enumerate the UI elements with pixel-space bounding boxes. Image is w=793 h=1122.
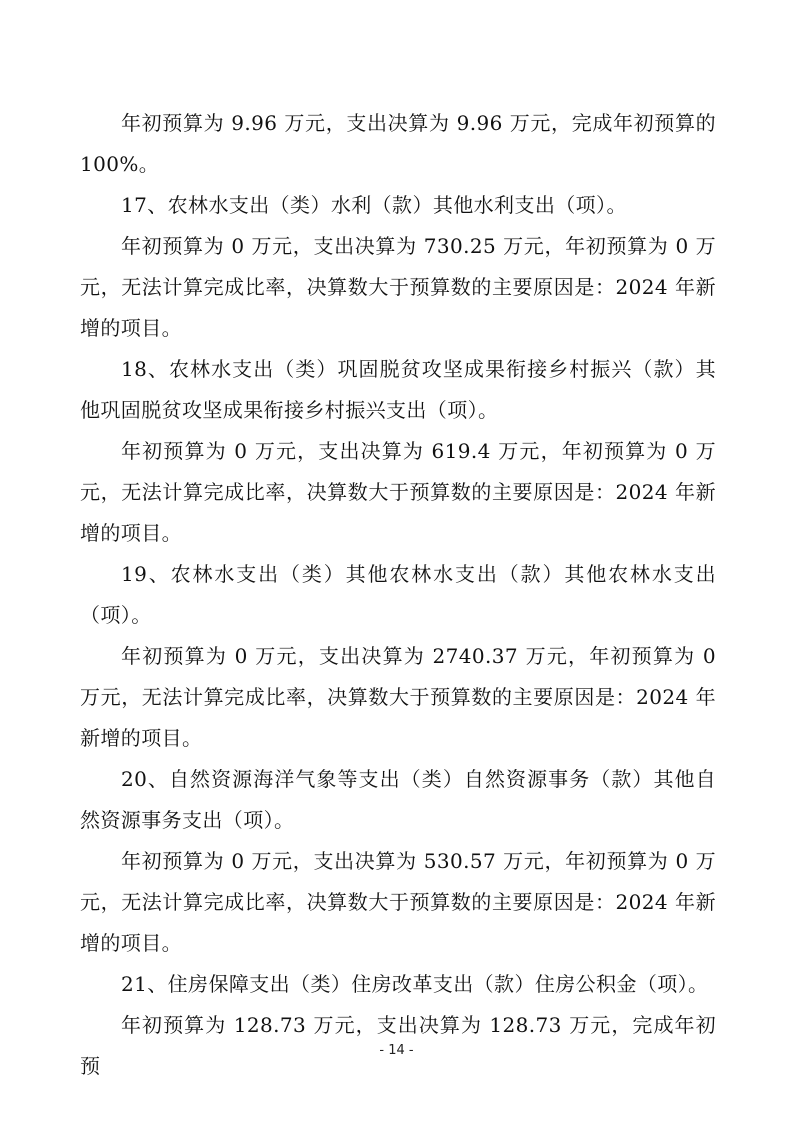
body-text — [80, 103, 716, 1087]
paragraph-item-21-detail: 年初预算为 128.73 万元，支出决算为 128.73 万元，完成年初预 — [80, 1013, 716, 1078]
page-number: - 14 - — [379, 1043, 414, 1058]
paragraph-item-21-heading: 21、住房保障支出（类）住房改革支出（款）住房公积金（项）。 — [121, 972, 709, 996]
paragraph-budget-item-16-detail: 年初预算为 9.96 万元，支出决算为 9.96 万元，完成年初预算的100%。 — [80, 111, 716, 176]
paragraph-item-18-heading: 18、农林水支出（类）巩固脱贫攻坚成果衔接乡村振兴（款）其他巩固脱贫攻坚成果衔接乡村振兴支出（项）。 — [80, 357, 716, 422]
paragraph-item-18-detail: 年初预算为 0 万元，支出决算为 619.4 万元，年初预算为 0 万元，无法计算完成比率，决算数大于预算数的主要原因是：2024 年新增的项目。 — [80, 439, 716, 545]
paragraph-item-17-heading: 17、农林水支出（类）水利（款）其他水利支出（项）。 — [121, 193, 627, 217]
paragraph-item-19-detail: 年初预算为 0 万元，支出决算为 2740.37 万元，年初预算为 0 万元，无法计算完成比率，决算数大于预算数的主要原因是：2024 年新增的项目。 — [80, 644, 716, 750]
paragraph-item-20-heading: 20、自然资源海洋气象等支出（类）自然资源事务（款）其他自然资源事务支出（项）。 — [80, 767, 716, 832]
paragraph-item-20-detail: 年初预算为 0 万元，支出决算为 530.57 万元，年初预算为 0 万元，无法计算完成比率，决算数大于预算数的主要原因是：2024 年新增的项目。 — [80, 849, 716, 955]
paragraph-item-17-detail: 年初预算为 0 万元，支出决算为 730.25 万元，年初预算为 0 万元，无法计算完成比率，决算数大于预算数的主要原因是：2024 年新增的项目。 — [80, 234, 716, 340]
paragraph-item-19-heading: 19、农林水支出（类）其他农林水支出（款）其他农林水支出（项）。 — [80, 562, 716, 627]
